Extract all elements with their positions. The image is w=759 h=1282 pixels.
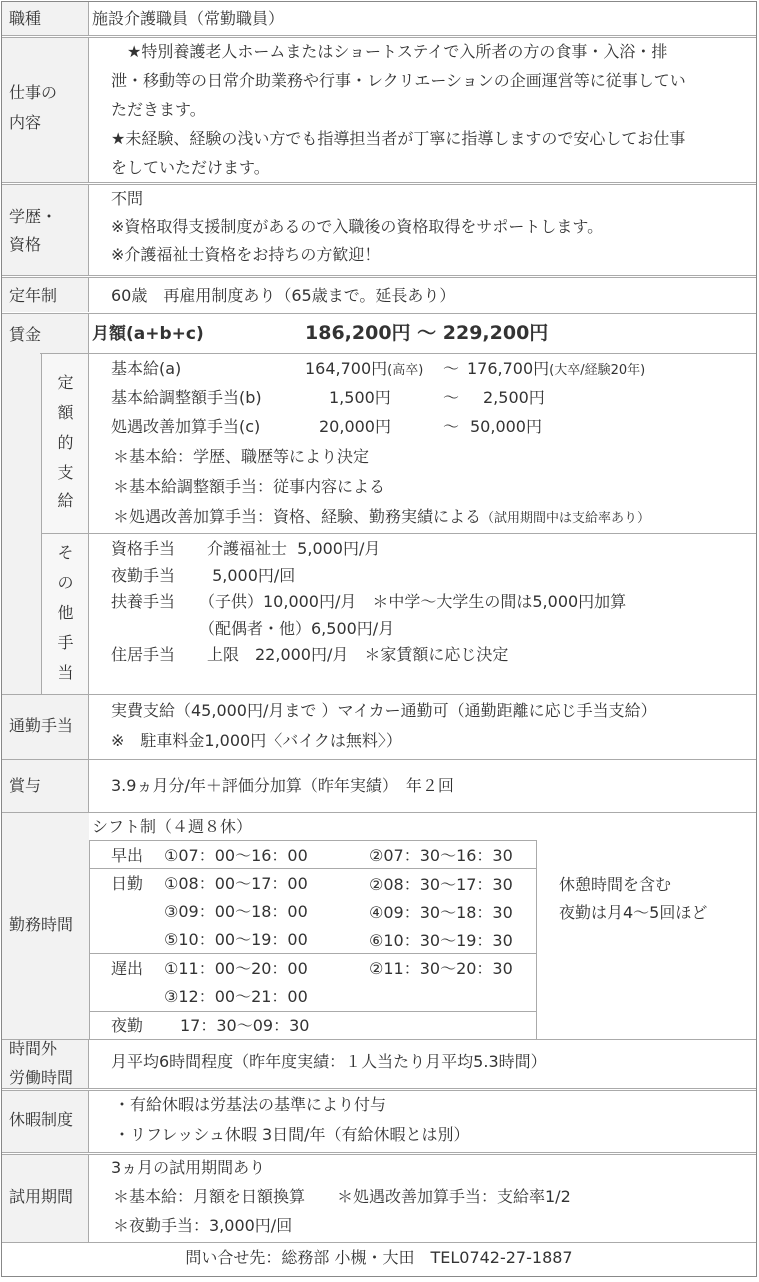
job-content-label-2: 内容 [9, 113, 42, 132]
fixed-item-max: 2,500円 [483, 388, 545, 407]
job-content-label-1: 仕事の [9, 83, 58, 102]
fixed-note: ＊処遇改善加算手当：資格、経験、勤務実績による（試用期間中は支給率あり） [113, 507, 651, 526]
row-retirement [2, 278, 756, 312]
job-content-line: ★特別養護老人ホームまたはショートステイで入所者の方の食事・入浴・排 [111, 42, 668, 61]
fixed-item-max: 176,700円(大卒/経験20年) [467, 359, 646, 378]
fixed-item-sep: ～ [443, 359, 460, 378]
contact-info: 問い合せ先：総務部 小槻・大田 TEL0742-27-1887 [185, 1248, 573, 1267]
trial-line: ＊基本給：月額を日額換算 ＊処遇改善加算手当：支給率1/2 [113, 1187, 571, 1206]
job-type-label: 職種 [9, 9, 42, 28]
shift-name: 夜勤 [111, 1016, 144, 1035]
fixed-item-min: 1,500円 [329, 388, 391, 407]
shift-time: ③09：00～18：00 [164, 902, 308, 921]
fixed-note: ＊基本給調整額手当：従事内容による [113, 477, 386, 496]
fixed-item-name: 基本給(a) [111, 359, 182, 378]
holiday-line: ・リフレッシュ休暇 3日間/年（有給休暇とは別） [114, 1125, 470, 1144]
other-allowance-line: 扶養手当 （子供）10,000円/月 ＊中学～大学生の間は5,000円加算 [111, 592, 627, 611]
row-contact [2, 1243, 756, 1276]
row-other-allowances [2, 534, 756, 694]
education-line: ※介護福祉士資格をお持ちの方歓迎！ [111, 245, 381, 264]
education-line: 不問 [111, 189, 144, 208]
trial-line: 3ヵ月の試用期間あり [111, 1158, 266, 1177]
fixed-item-max: 50,000円 [470, 417, 542, 436]
row-holidays [2, 1091, 756, 1152]
job-content-line: ただきます。 [111, 100, 206, 119]
shift-time: 17：30～09：30 [164, 1016, 310, 1035]
education-label-1: 学歴・ [9, 207, 58, 226]
shift-time: ②08：30～17：30 [369, 875, 513, 894]
shift-time: ②07：30～16：30 [369, 846, 513, 865]
bonus-label: 賞与 [9, 776, 42, 795]
overtime-label-1: 時間外 [9, 1039, 58, 1058]
bonus-value: 3.9ヵ月分/年＋評価分加算（昨年実績） 年２回 [111, 776, 454, 795]
commute-label: 通勤手当 [9, 716, 74, 735]
education-line: ※資格取得支援制度があるので入職後の資格取得をサポートします。 [111, 217, 604, 236]
shift-time: ①11：00～20：00 [164, 959, 308, 978]
job-listing-table [1, 1, 757, 1277]
job-content-line: をしていただけます。 [111, 158, 270, 177]
work-hours-label: 勤務時間 [9, 915, 74, 934]
row-commute [2, 695, 756, 759]
retirement-label: 定年制 [9, 286, 58, 305]
row-work-hours [2, 813, 756, 1039]
row-overtime [2, 1040, 756, 1088]
wage-label: 賃金 [9, 325, 42, 344]
holidays-label: 休暇制度 [9, 1110, 74, 1129]
commute-line: 実費支給（45,000円/月まで ）マイカー通勤可（通勤距離に応じ手当支給） [111, 701, 657, 720]
other-allowance-line: 住居手当 上限 22,000円/月 ＊家賃額に応じ決定 [111, 645, 509, 664]
education-label-2: 資格 [9, 235, 42, 254]
job-type-value: 施設介護職員（常勤職員） [92, 9, 285, 28]
shift-name: 早出 [111, 846, 144, 865]
overtime-label-2: 労働時間 [9, 1068, 74, 1087]
hours-note: 夜勤は月4～5回ほど [559, 903, 708, 922]
shift-name: 遅出 [111, 959, 144, 978]
wage-basis: 月額(a+b+c) [92, 324, 204, 344]
fixed-note: ＊基本給：学歴、職歴等により決定 [113, 447, 370, 466]
fixed-item-name: 基本給調整額手当(b) [111, 388, 262, 407]
retirement-value: 60歳 再雇用制度あり（65歳まで。延長あり） [111, 286, 456, 305]
shift-time: ②11：30～20：30 [369, 959, 513, 978]
row-trial-period [2, 1155, 756, 1242]
shift-time: ③12：00～21：00 [164, 987, 308, 1006]
row-wage [2, 314, 756, 354]
shift-name: 日勤 [111, 874, 144, 893]
shift-time: ①07：00～16：00 [164, 846, 308, 865]
shift-time: ①08：00～17：00 [164, 874, 308, 893]
row-education [2, 185, 756, 276]
shift-time: ④09：30～18：30 [369, 903, 513, 922]
wage-range: 186,200円 ～ 229,200円 [305, 322, 549, 344]
holiday-line: ・有給休暇は労基法の基準により付与 [114, 1095, 387, 1114]
row-job-content [2, 38, 756, 183]
shift-system: シフト制（４週８休） [92, 817, 253, 836]
shift-time: ⑥10：30～19：30 [369, 931, 513, 950]
other-allowances-vertical-label: そ の 他 手 当 [57, 543, 74, 682]
shift-time: ⑤10：00～19：00 [164, 930, 308, 949]
overtime-value: 月平均6時間程度（昨年度実績：１人当たり月平均5.3時間） [111, 1052, 547, 1071]
fixed-item-sep: ～ [443, 388, 460, 407]
commute-line: ※ 駐車料金1,000円〈バイクは無料〉） [111, 731, 402, 750]
row-job-type [2, 2, 756, 36]
job-content-line: ★未経験、経験の浅い方でも指導担当者が丁寧に指導しますので安心してお仕事 [111, 129, 686, 148]
row-bonus [2, 760, 756, 812]
other-allowance-line: 夜勤手当 5,000円/回 [111, 566, 296, 585]
other-allowance-line: 資格手当 介護福祉士 5,000円/月 [111, 539, 381, 558]
fixed-item-sep: ～ [443, 417, 460, 436]
fixed-pay-vertical-label: 定 額 的 支 給 [57, 373, 74, 510]
hours-note: 休憩時間を含む [559, 875, 672, 894]
fixed-item-min: 20,000円 [319, 417, 391, 436]
row-fixed-pay [2, 354, 756, 534]
trial-line: ＊夜勤手当：3,000円/回 [113, 1216, 293, 1235]
fixed-item-name: 処遇改善加算手当(c) [111, 417, 261, 436]
fixed-item-min: 164,700円(高卒) [305, 359, 424, 378]
other-allowance-line: （配偶者・他）6,500円/月 [111, 619, 395, 638]
trial-label: 試用期間 [9, 1187, 74, 1206]
job-content-line: 泄・移動等の日常介助業務や行事・レクリエーションの企画運営等に従事してい [111, 71, 686, 90]
